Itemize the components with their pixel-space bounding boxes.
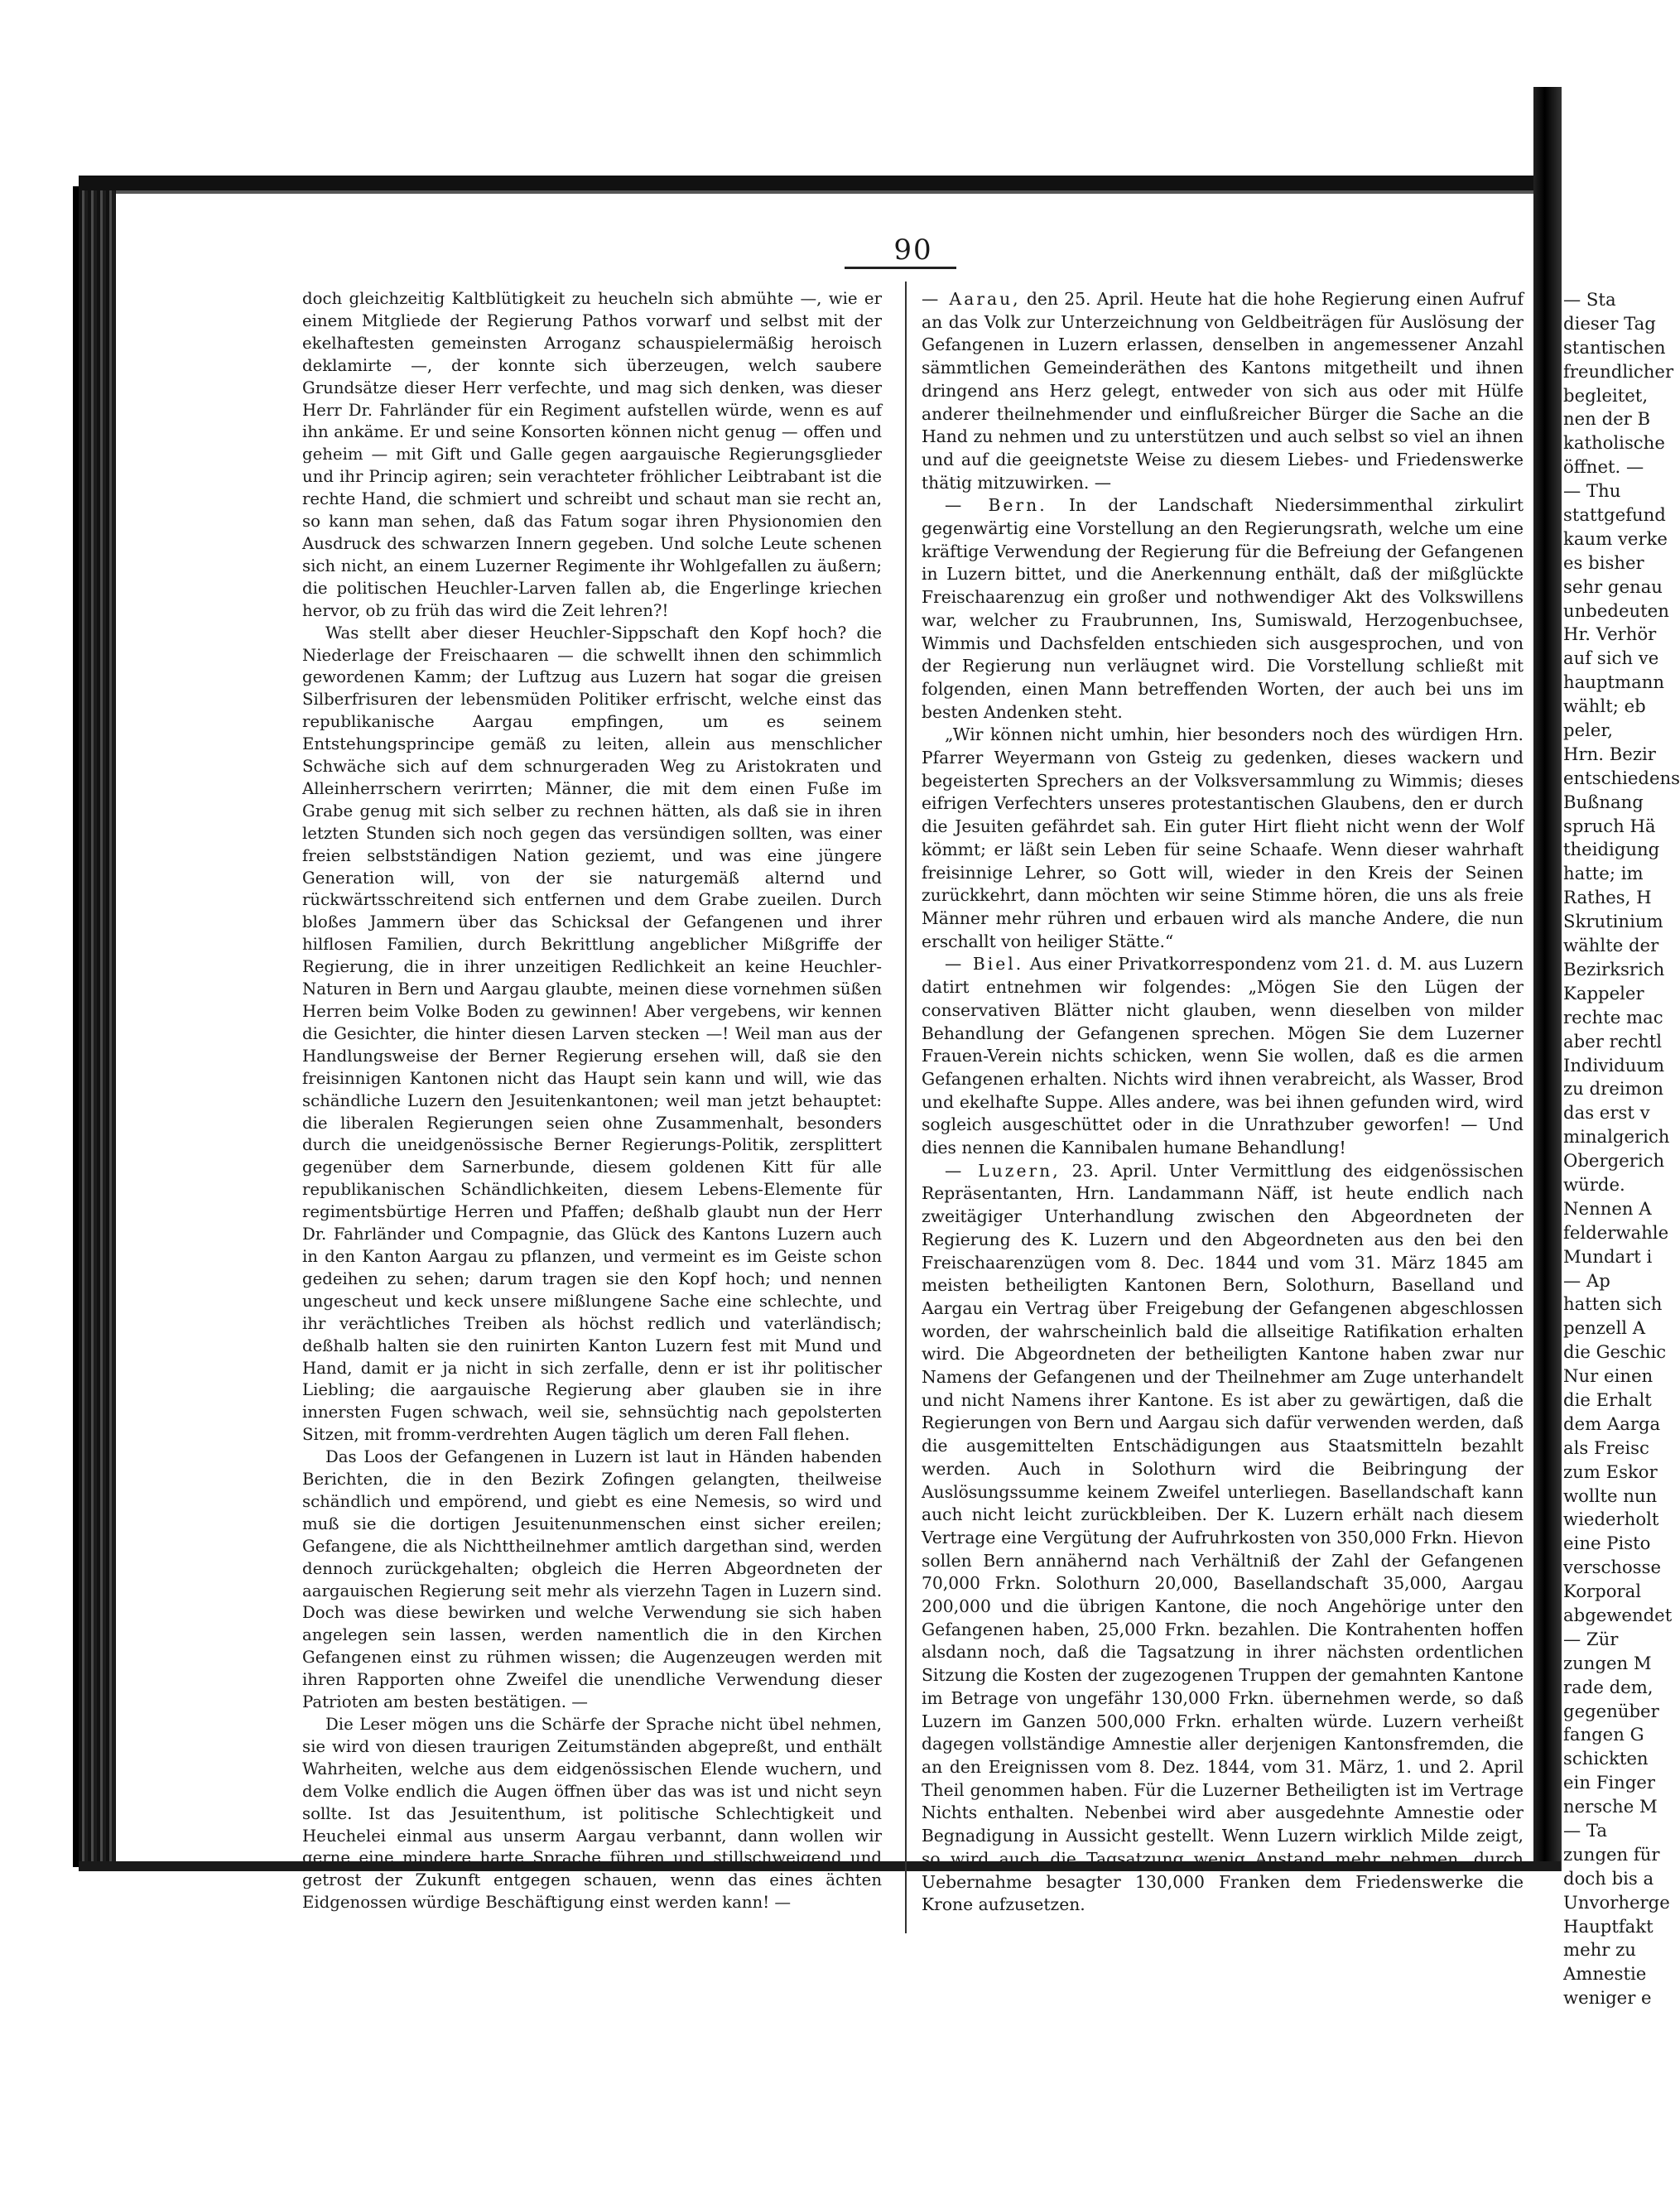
text-fragment: aber rechtl xyxy=(1563,1030,1663,1052)
top-border-shadow xyxy=(116,190,1548,194)
text-fragment: stantischen xyxy=(1563,336,1666,358)
text-fragment: Nur einen xyxy=(1563,1365,1654,1387)
text-fragment: dem Aarga xyxy=(1563,1413,1661,1434)
text-fragment: entschiedens xyxy=(1563,767,1680,788)
text-fragment: katholische xyxy=(1563,432,1665,454)
news-item xyxy=(922,288,1524,494)
text-fragment: zum Eskor xyxy=(1563,1461,1658,1482)
text-fragment: Bußnang xyxy=(1563,791,1644,812)
text-fragment: rechte mac xyxy=(1563,1006,1663,1028)
text-fragment: spruch Hä xyxy=(1563,815,1656,836)
text-fragment: dieser Tag xyxy=(1563,312,1656,334)
news-item xyxy=(922,953,1524,1159)
text-fragment: Kappeler xyxy=(1563,982,1644,1004)
text-fragment: ein Finger xyxy=(1563,1772,1656,1793)
page-number-rule xyxy=(845,267,956,269)
text-fragment: hauptmann xyxy=(1563,671,1665,693)
news-text: den 25. April. Heute hat die hohe Regierung einen Aufruf an das Volk zur Unterzeichnung von Geldbeiträgen für Auslösung der Gefangenen in Luzern erlassen, denselben in angemessener Anzahl sämmtlichen Gemeinderäthen des Kantons mitgetheilt und ihnen dringend ans Herz gelegt, entweder von sich aus oder mit Hülfe anderer theilnehmender und einflußreicher Bürger die Sache an die Hand zu nehmen und zu unterstützen und auch selbst so viel an ihnen und auf die geeignetste Weise zu diesem Liebes- und Friedenswerke thätig mitzuwirken. — xyxy=(922,289,1524,493)
text-fragment: auf sich ve xyxy=(1563,647,1659,669)
text-fragment: — Thu xyxy=(1563,480,1621,502)
text-fragment: öffnet. — xyxy=(1563,456,1644,478)
text-fragment: theidigung xyxy=(1563,839,1660,860)
text-fragment: Rathes, H xyxy=(1563,887,1652,908)
news-item xyxy=(922,494,1524,724)
text-fragment: zungen für xyxy=(1563,1843,1660,1865)
page-number: 90 xyxy=(893,233,933,267)
text-fragment: gegenüber xyxy=(1563,1700,1659,1721)
text-fragment: Hauptfakt xyxy=(1563,1915,1654,1937)
text-fragment: abgewendet xyxy=(1563,1604,1673,1625)
dateline: — Biel. xyxy=(945,954,1024,975)
text-fragment: sehr genau xyxy=(1563,575,1663,597)
text-fragment: wiederholt xyxy=(1563,1509,1659,1530)
text-fragment: schickten xyxy=(1563,1748,1649,1769)
text-fragment: die Erhalt xyxy=(1563,1389,1652,1410)
paragraph: doch gleichzeitig Kaltblütigkeit zu heucheln sich abmühte —, wie er einem Mitgliede der Regierung Pathos vorwarf und selbst mit der ekelhaftesten gemeinsten Arroganz schauspielermäßig heroisch deklamirte —, der konnte sich überzeugen, welch saubere Grundsätze dieser Herr verfechte, und mag sich denken, was dieser Herr Dr. Fahrländer für ein Regiment aufstellen würde, wenn es auf ihn ankäme. Er und seine Konsorten können nicht genug — offen und geheim — mit Gift und Galle gegen aargauische Regierungsglieder und ihr Princip agiren; sein verachteter fröhlicher Leibtrabant ist die rechte Hand, die schmiert und schreibt und schaut man sie recht an, so kann man sehen, daß das Fatum sogar ihren Physionomien den Ausdruck des schwarzen Innern gegeben. Und solche Leute schenen sich nicht, an einem Luzerner Regimente ihr Wohlgefallen zu äußern; die politischen Heuchler-Larven fallen ab, die Engerlinge kriechen hervor, ob zu früh das wird die Zeit lehren?! xyxy=(302,289,882,620)
left-column xyxy=(302,288,882,1914)
text-fragment: nersche M xyxy=(1563,1796,1658,1817)
text-fragment: Skrutinium xyxy=(1563,911,1663,932)
dateline: — Aarau, xyxy=(922,289,1021,309)
text-fragment: — Ta xyxy=(1563,1820,1608,1841)
text-fragment: Unvorherge xyxy=(1563,1891,1670,1913)
book-spine xyxy=(1533,87,1562,1871)
news-text: In der Landschaft Niedersimmenthal zirkulirt gegenwärtig eine Vorstellung an den Regierungsrath, welche um eine kräftige Verwendung der Regierung für die Befreiung der Gefangenen in Luzern bittet, und die Anerkennung enthält, daß der mißglückte Freischaarenzug ein großer und nothwendiger Akt des Volkswillens war, welcher zu Fraubrunnen, Ins, Sumiswald, Herzogenbuchsee, Wimmis und Dachsfelden entschieden sich ausgesprochen, und von der Regierung nun verläugnet wird. Die Vorstellung schließt mit folgenden, einen Mann betreffenden Worten, der auch bei uns im besten Andenken steht. xyxy=(922,495,1524,722)
dateline: — Luzern, xyxy=(945,1160,1061,1181)
text-fragment: Nennen A xyxy=(1563,1197,1652,1219)
text-fragment: Obergerich xyxy=(1563,1150,1665,1172)
text-fragment: es bisher xyxy=(1563,551,1644,573)
news-text: „Wir können nicht umhin, hier besonders noch des würdigen Hrn. Pfarrer Weyermann von Gsteig zu gedenken, dieses wackern und begeisterten Sprechers an der Volksversammlung zu Wimmis; dieses eifrigen Verfechters unseres protestantischen Glaubens, den er durch die Jesuiten gefährdet sah. Ein guter Hirt flieht nicht wenn der Wolf kömmt; er läßt sein Leben für seine Schaafe. Wenn dieser wahrhaft freisinnige Lehrer, so Gott will, wieder in den Kreis der Seinen zurückkehrt, dann möchten wir seine Stimme hören, die uns als freie Männer mehr rühren und erbauen wird als manche Andere, die nun erschallt von heiliger Stätte.“ xyxy=(922,724,1524,951)
text-fragment: Mundart i xyxy=(1563,1245,1653,1267)
text-fragment: unbedeuten xyxy=(1563,599,1669,621)
text-fragment: mehr zu xyxy=(1563,1939,1636,1961)
news-item xyxy=(922,1160,1524,1917)
text-fragment: felderwahle xyxy=(1563,1221,1669,1243)
text-fragment: Korporal xyxy=(1563,1581,1641,1602)
middle-column xyxy=(922,288,1524,1917)
text-fragment: würde. xyxy=(1563,1173,1625,1195)
text-fragment: wollte nun xyxy=(1563,1485,1658,1506)
text-fragment: nen der B xyxy=(1563,408,1651,430)
text-fragment: stattgefund xyxy=(1563,504,1666,526)
text-fragment: Bezirksrich xyxy=(1563,958,1665,979)
text-fragment: als Freisc xyxy=(1563,1437,1649,1458)
paragraph: Was stellt aber dieser Heuchler-Sippschaft den Kopf hoch? die Niederlage der Freischaaren — die schwellt ihnen den schimmlich gewordenen Kamm; der Luftzug aus Luzern hat sogar die greisen Silberfrisuren der lebensmüden Politiker erfrischt, welche einst das republikanische Aargau empfingen, um es seinem Entstehungsprincipe gemäß zu leiten, allein aus menschlicher Schwäche sich auf dem schnurgeraden Weg zu Aristokraten und Alleinherrschern verirrten; Männer, die mit dem einen Fuße im Grabe genug mit sich selber zu rechnen hätten, als daß sie in ihren letzten Stunden sich noch gegen das versündigen sollten, was einer freien selbstständigen Nation geziemt, und was eine jüngere Generation will, von der sie naturgemäß alternd und rückwärtsschreitend sich entfernen und dem Grabe zueilen. Durch bloßes Jammern über das Schicksal der Gefangenen und ihrer hilflosen Familien, durch Bekrittlung angeblicher Mißgriffe der Regierung, die in ihrer unzeitigen Redlichkeit an keine Heuchler-Naturen in Bern und Aargau glaubte, meinen diese vornehmen süßen Herren beim Volke Boden zu gewinnen! Aber vergebens, wir kennen die Gesichter, die hinter diesen Larven stecken —! Weil man aus der Handlungsweise der Berner Regierung ersehen will, daß sie den freisinnigen Kantonen nicht das Haupt sein kann und will, wie das schändliche Luzern den Jesuitenkantonen; weil man jetzt behauptet: die liberalen Regierungen seien ohne Zusammenhalt, besonders durch die uneidgenössische Berner Regierungs-Politik, zersplittert gegenüber dem Sarnerbunde, diesem goldenen Kitt für alle republikanischen Schändlichkeiten, diesem Lebens-Elemente für regimentsbürtige Herren und Pfaffen; deßhalb glaubt nun der Herr Dr. Fahrländer und Compagnie, das Glück des Kantons Luzern auch in den Kanton Aargau zu pflanzen, und vermeint es im Geiste schon gedeihen zu sehen; darum tragen sie den Kopf hoch; und nennen ungescheut und keck unsere mißlungene Sache eine schlechte, und ihr verächtliches Treiben als höchst redlich und vaterländisch; deßhalb halten sie den ruinirten Kanton Luzern fest mit Mund und Hand, damit er ja nicht in sich zerfalle, denn er ist ihr politischer Liebling; die aargauische Regierung aber glauben sie in ihre innersten Fugen schwach, weil sie, sehnsüchtig nach gepolsterten Sitzen, mit fromm-verdrehten Augen täglich um deren Fall flehen. xyxy=(302,623,882,1445)
text-fragment: Individuum xyxy=(1563,1054,1665,1076)
text-fragment: hatte; im xyxy=(1563,863,1644,884)
text-fragment: doch bis a xyxy=(1563,1867,1654,1889)
right-column-fragment xyxy=(1563,288,1680,2010)
text-fragment: — Zür xyxy=(1563,1628,1619,1649)
text-fragment: penzell A xyxy=(1563,1317,1646,1339)
text-fragment: zungen M xyxy=(1563,1652,1652,1673)
text-fragment: verschosse xyxy=(1563,1557,1662,1578)
text-fragment: begleitet, xyxy=(1563,384,1649,406)
paragraph: Die Leser mögen uns die Schärfe der Sprache nicht übel nehmen, sie wird von diesen traurigen Zeitumständen abgepreßt, und enthält Wahrheiten, welche aus dem eidgenössischen Elende wuchern, und dem Volke endlich die Augen öffnen über das was ist und nicht seyn sollte. Ist das Jesuitenthum, ist politische Schlechtigkeit und Heuchelei einmal aus unserm Aargau verbannt, dann wollen wir gerne eine mindere harte Sprache führen und stillschweigend und getrost der Zukunft entgegen schauen, wenn das eines ächten Eidgenossen würdige Beschäftigung einst werden kann! — xyxy=(302,1715,882,1913)
text-fragment: zu dreimon xyxy=(1563,1078,1664,1100)
text-fragment: das erst v xyxy=(1563,1102,1650,1124)
text-fragment: die Geschic xyxy=(1563,1341,1667,1363)
text-fragment: — Ap xyxy=(1563,1269,1610,1291)
paragraph: Das Loos der Gefangenen in Luzern ist laut in Händen habenden Berichten, die in den Bezirk Zofingen gelangten, theilweise schändlich und empörend, und giebt es eine Nemesis, so wird und muß sie die dortigen Jesuitenunmenschen einst sicher ereilen; Gefangene, die als Nichttheilnehmer amtlich dargethan sind, werden dennoch zurückgehalten; obgleich die Herren Abgeordneten der aargauischen Regierung seit mehr als vierzehn Tagen in Luzern sind. Doch was diese bewirken und welche Verwendung sie sich haben angelegen sein lassen, werden namentlich die in den Kirchen Gefangenen einst zu rühmen wissen; die Augenzeugen werden mit ihren Rapporten ohne Zweifel die unendliche Verwendung dieser Patrioten am besten bestätigen. — xyxy=(302,1447,882,1712)
text-fragment: Hr. Verhör xyxy=(1563,623,1657,645)
text-fragment: kaum verke xyxy=(1563,527,1668,549)
text-fragment: Hrn. Bezir xyxy=(1563,743,1656,764)
news-text: 23. April. Unter Vermittlung des eidgenössischen Repräsentanten, Hrn. Landammann Näff, ist heute endlich nach zweitägiger Unterhandlung zwischen den Abgeordneten der Regierung des K. Luzern und den Abgeordneten aus den bei den Freischaarenzügen vom 8. Dec. 1844 und vom 31. März 1845 am meisten betheiligten Kantonen Bern, Solothurn, Baselland und Aargau ein Vertrag über Freigebung der Gefangenen abgeschlossen worden, der wahrscheinlich bald die allseitige Ratifikation erhalten wird. Die Abgeordneten der betheiligten Kantone haben zwar nur Namens der Gefangenen und der Theilnehmer am Zuge unterhandelt und nicht Namens ihrer Kantone. Es ist aber zu gewärtigen, daß die Regierungen von Bern und Aargau sich dafür verwenden werden, daß die ausgemittelten Entschädigungen aus Staatsmitteln bezahlt werden. Auch in Solothurn wird die Beibringung der Auslösungssumme keinem Zweifel unterliegen. Basellandschaft kann auch nicht leicht zurückbleiben. Der K. Luzern erhält nach diesem Vertrage eine Vergütung der Aufruhrkosten von 350,000 Frkn. Hievon sollen Bern annähernd nach Verhältniß der Zahl der Gefangenen 70,000 Frkn. Solothurn 20,000, Basellandschaft 35,000, Aargau 200,000 und die übrigen Kantone, die noch Angehörige unter den Gefangenen haben, 25,000 Frkn. bezahlen. Die Kontrahenten hoffen alsdann noch, daß die Tagsatzung in ihrer nächsten ordentlichen Sitzung die Kosten der zugezogenen Truppen der gemahnten Kantone im Betrage von ungefähr 130,000 Frkn. übernehmen werde, so daß Luzern im Ganzen 500,000 Frkn. erhalten würde. Luzern verheißt dagegen vollständige Amnestie aller derjenigen Kantonsfremden, die an den Ereignissen vom 8. Dez. 1844, vom 31. März, 1. und 2. April Theil genommen haben. Für die Luzerner Betheiligten ist im Vertrage Nichts enthalten. Nebenbei wird aber ausgedehnte Amnestie oder Begnadigung in Aussicht gestellt. Wenn Luzern wirklich Milde zeigt, so wird auch die Tagsatzung wenig Anstand mehr nehmen, durch Uebernahme besagter 130,000 Franken dem Friedenswerke die Krone aufzusetzen. xyxy=(922,1160,1524,1915)
text-fragment: hatten sich xyxy=(1563,1293,1663,1315)
news-text: Aus einer Privatkorrespondenz vom 21. d. M. aus Luzern datirt entnehmen wir folgendes: „Mögen Sie den Lügen der conservativen Blätter nicht glauben, wenn dieselben von milder Behandlung der Gefangenen sprechen. Mögen Sie dem Luzerner Frauen-Verein nichts schicken, wenn Sie wollen, daß es die armen Gefangenen erhalten. Nichts wird ihnen verabreicht, als Wasser, Brod und ekelhafte Suppe. Alles andere, was bei ihnen gefunden wird, wird sogleich ausgeschüttet oder in die Unrathzuber geworfen! — Und dies nennen die Kannibalen humane Behandlung! xyxy=(922,954,1524,1158)
text-fragment: freundlicher xyxy=(1563,360,1674,382)
column-divider xyxy=(905,282,907,1933)
text-fragment: peler, xyxy=(1563,720,1613,741)
text-fragment: eine Pisto xyxy=(1563,1533,1651,1554)
text-fragment: minalgerich xyxy=(1563,1126,1670,1148)
text-fragment: rade dem, xyxy=(1563,1676,1654,1697)
dateline: — Bern. xyxy=(945,495,1047,516)
text-fragment: fangen G xyxy=(1563,1724,1644,1745)
book-page-edges xyxy=(79,186,116,1867)
text-fragment: wählte der xyxy=(1563,935,1659,956)
text-fragment: Amnestie xyxy=(1563,1963,1647,1985)
text-fragment: — Sta xyxy=(1563,289,1616,310)
top-border xyxy=(79,176,1548,190)
text-fragment: wählt; eb xyxy=(1563,696,1646,717)
text-fragment: weniger e xyxy=(1563,1987,1652,2009)
news-item xyxy=(922,724,1524,953)
